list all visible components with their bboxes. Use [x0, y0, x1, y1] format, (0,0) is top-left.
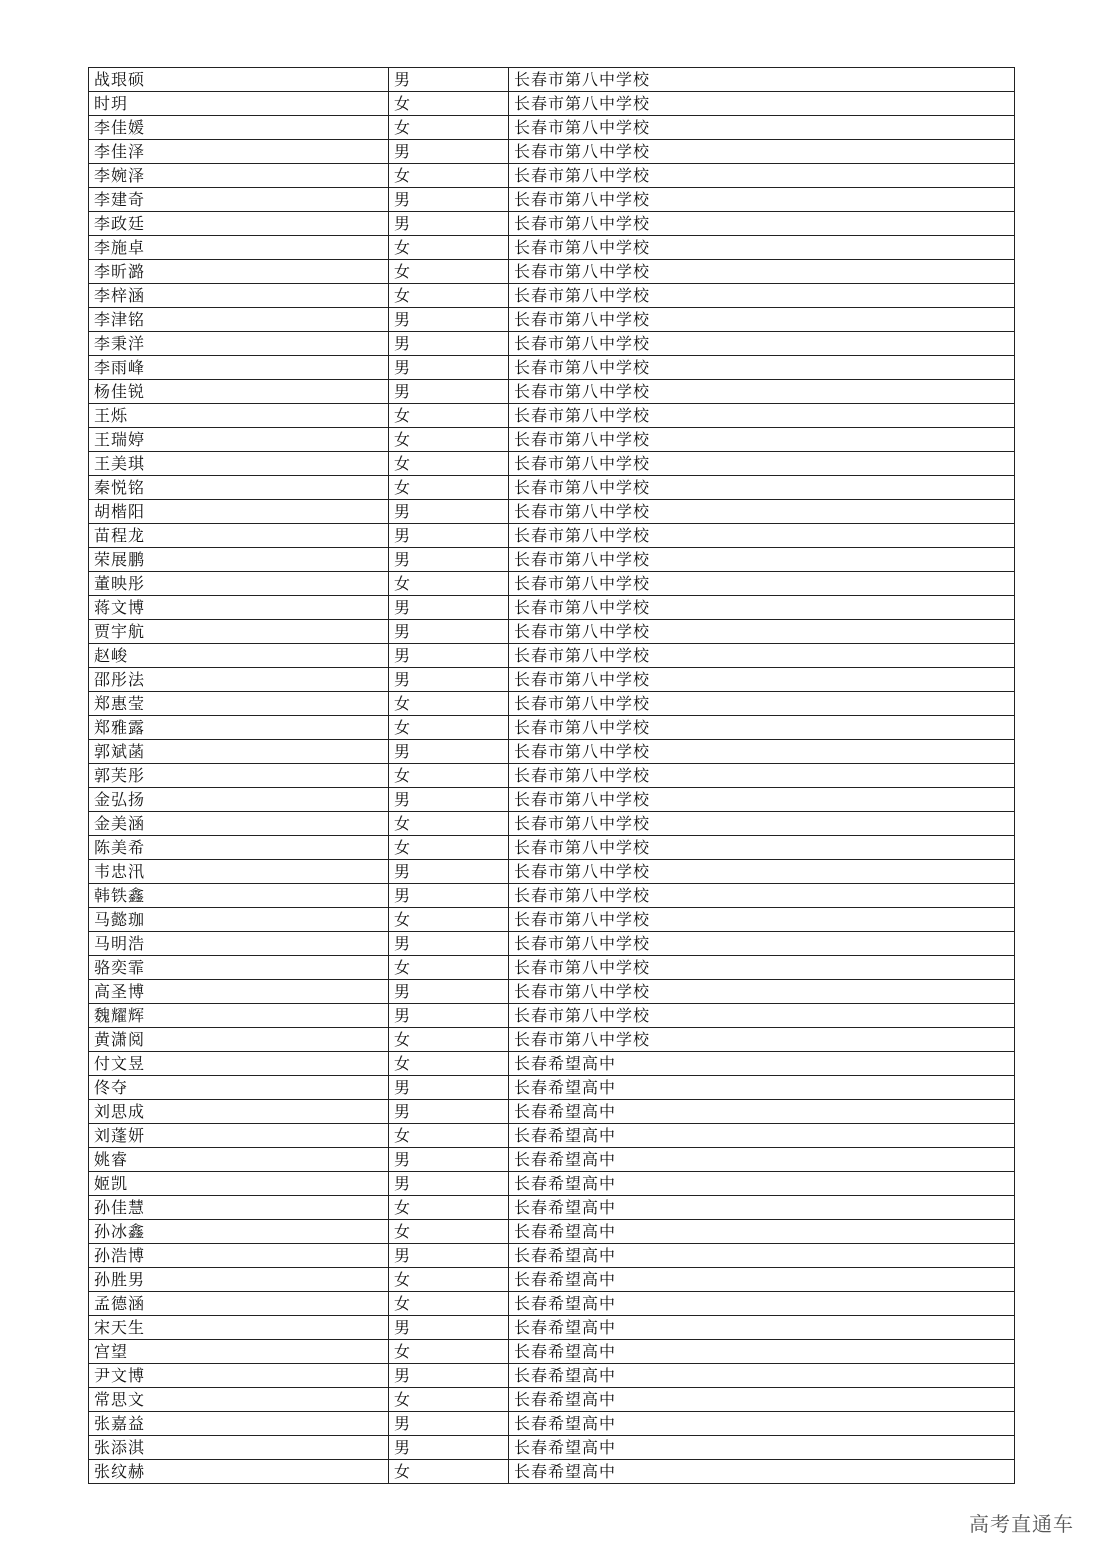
table-row [89, 68, 1015, 92]
gender-cell: 男 [389, 1316, 509, 1340]
gender-cell: 女 [389, 716, 509, 740]
gender-cell: 男 [389, 644, 509, 668]
table-row [89, 380, 1015, 404]
student-name-cell: 常思文 [89, 1388, 389, 1412]
gender-cell: 女 [389, 1340, 509, 1364]
gender-cell: 女 [389, 92, 509, 116]
table-row [89, 92, 1015, 116]
student-name-cell: 李佳泽 [89, 140, 389, 164]
student-name-cell: 刘蓬妍 [89, 1124, 389, 1148]
student-name-cell: 张嘉益 [89, 1412, 389, 1436]
gender-cell: 女 [389, 284, 509, 308]
table-row [89, 212, 1015, 236]
table-row [89, 524, 1015, 548]
school-cell: 长春市第八中学校 [509, 788, 1015, 812]
gender-cell: 女 [389, 1268, 509, 1292]
student-name-cell: 李婉泽 [89, 164, 389, 188]
student-name-cell: 荣展鹏 [89, 548, 389, 572]
table-row [89, 1004, 1015, 1028]
student-name-cell: 张纹赫 [89, 1460, 389, 1484]
school-cell: 长春希望高中 [509, 1460, 1015, 1484]
gender-cell: 女 [389, 956, 509, 980]
gender-cell: 女 [389, 572, 509, 596]
table-row [89, 716, 1015, 740]
school-cell: 长春市第八中学校 [509, 812, 1015, 836]
roster-table [88, 67, 1015, 1484]
gender-cell: 女 [389, 692, 509, 716]
school-cell: 长春市第八中学校 [509, 644, 1015, 668]
gender-cell: 男 [389, 1436, 509, 1460]
gender-cell: 男 [389, 308, 509, 332]
school-cell: 长春希望高中 [509, 1124, 1015, 1148]
table-row [89, 1028, 1015, 1052]
table-row [89, 644, 1015, 668]
school-cell: 长春市第八中学校 [509, 932, 1015, 956]
table-row [89, 1292, 1015, 1316]
gender-cell: 男 [389, 740, 509, 764]
school-cell: 长春市第八中学校 [509, 284, 1015, 308]
table-row [89, 860, 1015, 884]
school-cell: 长春希望高中 [509, 1412, 1015, 1436]
school-cell: 长春希望高中 [509, 1148, 1015, 1172]
school-cell: 长春希望高中 [509, 1436, 1015, 1460]
student-name-cell: 尹文博 [89, 1364, 389, 1388]
gender-cell: 女 [389, 236, 509, 260]
student-name-cell: 韩铁鑫 [89, 884, 389, 908]
student-name-cell: 李政廷 [89, 212, 389, 236]
student-name-cell: 马懿珈 [89, 908, 389, 932]
table-row [89, 1364, 1015, 1388]
school-cell: 长春希望高中 [509, 1100, 1015, 1124]
student-name-cell: 宋天生 [89, 1316, 389, 1340]
student-name-cell: 孙胜男 [89, 1268, 389, 1292]
gender-cell: 男 [389, 212, 509, 236]
gender-cell: 男 [389, 524, 509, 548]
gender-cell: 女 [389, 1028, 509, 1052]
gender-cell: 女 [389, 404, 509, 428]
student-name-cell: 黄潇阅 [89, 1028, 389, 1052]
table-row [89, 308, 1015, 332]
student-name-cell: 李梓涵 [89, 284, 389, 308]
student-name-cell: 姚睿 [89, 1148, 389, 1172]
table-row [89, 500, 1015, 524]
gender-cell: 女 [389, 1460, 509, 1484]
school-cell: 长春市第八中学校 [509, 500, 1015, 524]
gender-cell: 女 [389, 1196, 509, 1220]
school-cell: 长春希望高中 [509, 1052, 1015, 1076]
school-cell: 长春市第八中学校 [509, 476, 1015, 500]
gender-cell: 男 [389, 596, 509, 620]
school-cell: 长春市第八中学校 [509, 116, 1015, 140]
student-name-cell: 李施卓 [89, 236, 389, 260]
school-cell: 长春市第八中学校 [509, 956, 1015, 980]
school-cell: 长春市第八中学校 [509, 356, 1015, 380]
table-row [89, 1460, 1015, 1484]
table-row [89, 956, 1015, 980]
gender-cell: 男 [389, 548, 509, 572]
table-row [89, 1340, 1015, 1364]
gender-cell: 女 [389, 836, 509, 860]
school-cell: 长春市第八中学校 [509, 92, 1015, 116]
gender-cell: 男 [389, 500, 509, 524]
student-name-cell: 秦悦铭 [89, 476, 389, 500]
student-name-cell: 马明浩 [89, 932, 389, 956]
gender-cell: 男 [389, 188, 509, 212]
student-name-cell: 杨佳锐 [89, 380, 389, 404]
student-name-cell: 孙冰鑫 [89, 1220, 389, 1244]
school-cell: 长春市第八中学校 [509, 764, 1015, 788]
table-row [89, 404, 1015, 428]
student-name-cell: 宫望 [89, 1340, 389, 1364]
table-row [89, 764, 1015, 788]
school-cell: 长春希望高中 [509, 1364, 1015, 1388]
gender-cell: 男 [389, 884, 509, 908]
student-name-cell: 王烁 [89, 404, 389, 428]
student-name-cell: 郑惠莹 [89, 692, 389, 716]
school-cell: 长春市第八中学校 [509, 452, 1015, 476]
student-name-cell: 张添淇 [89, 1436, 389, 1460]
watermark-text: 高考直通车 [969, 1512, 1074, 1536]
gender-cell: 男 [389, 1100, 509, 1124]
school-cell: 长春市第八中学校 [509, 212, 1015, 236]
school-cell: 长春市第八中学校 [509, 140, 1015, 164]
table-row [89, 572, 1015, 596]
gender-cell: 男 [389, 860, 509, 884]
school-cell: 长春市第八中学校 [509, 716, 1015, 740]
school-cell: 长春市第八中学校 [509, 596, 1015, 620]
school-cell: 长春希望高中 [509, 1340, 1015, 1364]
student-name-cell: 战珢硕 [89, 68, 389, 92]
student-name-cell: 金美涵 [89, 812, 389, 836]
table-row [89, 884, 1015, 908]
table-row [89, 1220, 1015, 1244]
gender-cell: 男 [389, 380, 509, 404]
student-name-cell: 姬凯 [89, 1172, 389, 1196]
table-row [89, 1076, 1015, 1100]
gender-cell: 女 [389, 116, 509, 140]
table-row [89, 668, 1015, 692]
gender-cell: 男 [389, 1148, 509, 1172]
school-cell: 长春市第八中学校 [509, 908, 1015, 932]
gender-cell: 男 [389, 620, 509, 644]
table-row [89, 908, 1015, 932]
table-row [89, 1388, 1015, 1412]
table-row [89, 140, 1015, 164]
school-cell: 长春市第八中学校 [509, 1028, 1015, 1052]
student-name-cell: 刘思成 [89, 1100, 389, 1124]
gender-cell: 女 [389, 476, 509, 500]
student-name-cell: 陈美希 [89, 836, 389, 860]
student-name-cell: 金弘扬 [89, 788, 389, 812]
gender-cell: 男 [389, 1412, 509, 1436]
school-cell: 长春希望高中 [509, 1196, 1015, 1220]
gender-cell: 女 [389, 1220, 509, 1244]
student-name-cell: 董映彤 [89, 572, 389, 596]
student-name-cell: 李昕潞 [89, 260, 389, 284]
table-row [89, 164, 1015, 188]
school-cell: 长春市第八中学校 [509, 188, 1015, 212]
student-name-cell: 胡楷阳 [89, 500, 389, 524]
student-name-cell: 郭芙彤 [89, 764, 389, 788]
school-cell: 长春市第八中学校 [509, 1004, 1015, 1028]
gender-cell: 男 [389, 1244, 509, 1268]
student-name-cell: 李雨峰 [89, 356, 389, 380]
student-name-cell: 佟夺 [89, 1076, 389, 1100]
school-cell: 长春市第八中学校 [509, 236, 1015, 260]
student-name-cell: 郭斌菡 [89, 740, 389, 764]
student-name-cell: 韦忠汛 [89, 860, 389, 884]
gender-cell: 男 [389, 1364, 509, 1388]
school-cell: 长春希望高中 [509, 1316, 1015, 1340]
student-name-cell: 李秉洋 [89, 332, 389, 356]
school-cell: 长春希望高中 [509, 1076, 1015, 1100]
table-row [89, 1436, 1015, 1460]
school-cell: 长春市第八中学校 [509, 164, 1015, 188]
school-cell: 长春市第八中学校 [509, 260, 1015, 284]
gender-cell: 男 [389, 980, 509, 1004]
table-row [89, 1124, 1015, 1148]
gender-cell: 男 [389, 140, 509, 164]
table-row [89, 980, 1015, 1004]
student-name-cell: 赵峻 [89, 644, 389, 668]
school-cell: 长春希望高中 [509, 1220, 1015, 1244]
table-row [89, 788, 1015, 812]
school-cell: 长春市第八中学校 [509, 860, 1015, 884]
gender-cell: 男 [389, 356, 509, 380]
student-name-cell: 魏耀辉 [89, 1004, 389, 1028]
student-name-cell: 付文昱 [89, 1052, 389, 1076]
gender-cell: 女 [389, 428, 509, 452]
student-name-cell: 蒋文博 [89, 596, 389, 620]
school-cell: 长春市第八中学校 [509, 980, 1015, 1004]
school-cell: 长春市第八中学校 [509, 548, 1015, 572]
student-name-cell: 邵彤法 [89, 668, 389, 692]
student-name-cell: 高圣博 [89, 980, 389, 1004]
school-cell: 长春希望高中 [509, 1172, 1015, 1196]
school-cell: 长春市第八中学校 [509, 884, 1015, 908]
student-name-cell: 孙佳慧 [89, 1196, 389, 1220]
gender-cell: 男 [389, 1172, 509, 1196]
table-row [89, 1244, 1015, 1268]
table-row [89, 932, 1015, 956]
school-cell: 长春希望高中 [509, 1292, 1015, 1316]
table-row [89, 284, 1015, 308]
school-cell: 长春市第八中学校 [509, 68, 1015, 92]
table-row [89, 260, 1015, 284]
table-row [89, 548, 1015, 572]
gender-cell: 女 [389, 812, 509, 836]
roster-table-body [89, 68, 1015, 1484]
gender-cell: 女 [389, 1124, 509, 1148]
gender-cell: 女 [389, 164, 509, 188]
school-cell: 长春市第八中学校 [509, 620, 1015, 644]
student-name-cell: 孟德涵 [89, 1292, 389, 1316]
table-row [89, 836, 1015, 860]
table-row [89, 332, 1015, 356]
student-name-cell: 孙浩博 [89, 1244, 389, 1268]
gender-cell: 女 [389, 1292, 509, 1316]
gender-cell: 女 [389, 1052, 509, 1076]
school-cell: 长春市第八中学校 [509, 380, 1015, 404]
student-name-cell: 时玥 [89, 92, 389, 116]
table-row [89, 1100, 1015, 1124]
school-cell: 长春希望高中 [509, 1268, 1015, 1292]
table-row [89, 428, 1015, 452]
school-cell: 长春市第八中学校 [509, 836, 1015, 860]
student-name-cell: 郑雅露 [89, 716, 389, 740]
gender-cell: 男 [389, 68, 509, 92]
table-row [89, 236, 1015, 260]
school-cell: 长春市第八中学校 [509, 668, 1015, 692]
table-row [89, 812, 1015, 836]
school-cell: 长春市第八中学校 [509, 332, 1015, 356]
student-name-cell: 王瑞婷 [89, 428, 389, 452]
school-cell: 长春市第八中学校 [509, 404, 1015, 428]
school-cell: 长春市第八中学校 [509, 692, 1015, 716]
table-row [89, 620, 1015, 644]
table-row [89, 596, 1015, 620]
table-row [89, 1172, 1015, 1196]
table-row [89, 1148, 1015, 1172]
gender-cell: 男 [389, 668, 509, 692]
student-name-cell: 王美琪 [89, 452, 389, 476]
student-name-cell: 贾宇航 [89, 620, 389, 644]
school-cell: 长春希望高中 [509, 1388, 1015, 1412]
gender-cell: 男 [389, 932, 509, 956]
gender-cell: 男 [389, 332, 509, 356]
table-row [89, 740, 1015, 764]
gender-cell: 女 [389, 452, 509, 476]
student-name-cell: 李佳媛 [89, 116, 389, 140]
gender-cell: 男 [389, 788, 509, 812]
gender-cell: 女 [389, 1388, 509, 1412]
student-name-cell: 骆奕霏 [89, 956, 389, 980]
school-cell: 长春市第八中学校 [509, 428, 1015, 452]
table-row [89, 356, 1015, 380]
school-cell: 长春市第八中学校 [509, 740, 1015, 764]
table-row [89, 1316, 1015, 1340]
table-row [89, 1412, 1015, 1436]
gender-cell: 女 [389, 764, 509, 788]
student-name-cell: 李津铭 [89, 308, 389, 332]
gender-cell: 男 [389, 1076, 509, 1100]
table-row [89, 1268, 1015, 1292]
student-name-cell: 李建奇 [89, 188, 389, 212]
table-row [89, 116, 1015, 140]
table-row [89, 452, 1015, 476]
table-row [89, 1052, 1015, 1076]
table-row [89, 1196, 1015, 1220]
school-cell: 长春市第八中学校 [509, 524, 1015, 548]
gender-cell: 女 [389, 908, 509, 932]
school-cell: 长春希望高中 [509, 1244, 1015, 1268]
school-cell: 长春市第八中学校 [509, 308, 1015, 332]
school-cell: 长春市第八中学校 [509, 572, 1015, 596]
gender-cell: 男 [389, 1004, 509, 1028]
table-row [89, 692, 1015, 716]
table-row [89, 188, 1015, 212]
student-name-cell: 苗程龙 [89, 524, 389, 548]
table-row [89, 476, 1015, 500]
gender-cell: 女 [389, 260, 509, 284]
